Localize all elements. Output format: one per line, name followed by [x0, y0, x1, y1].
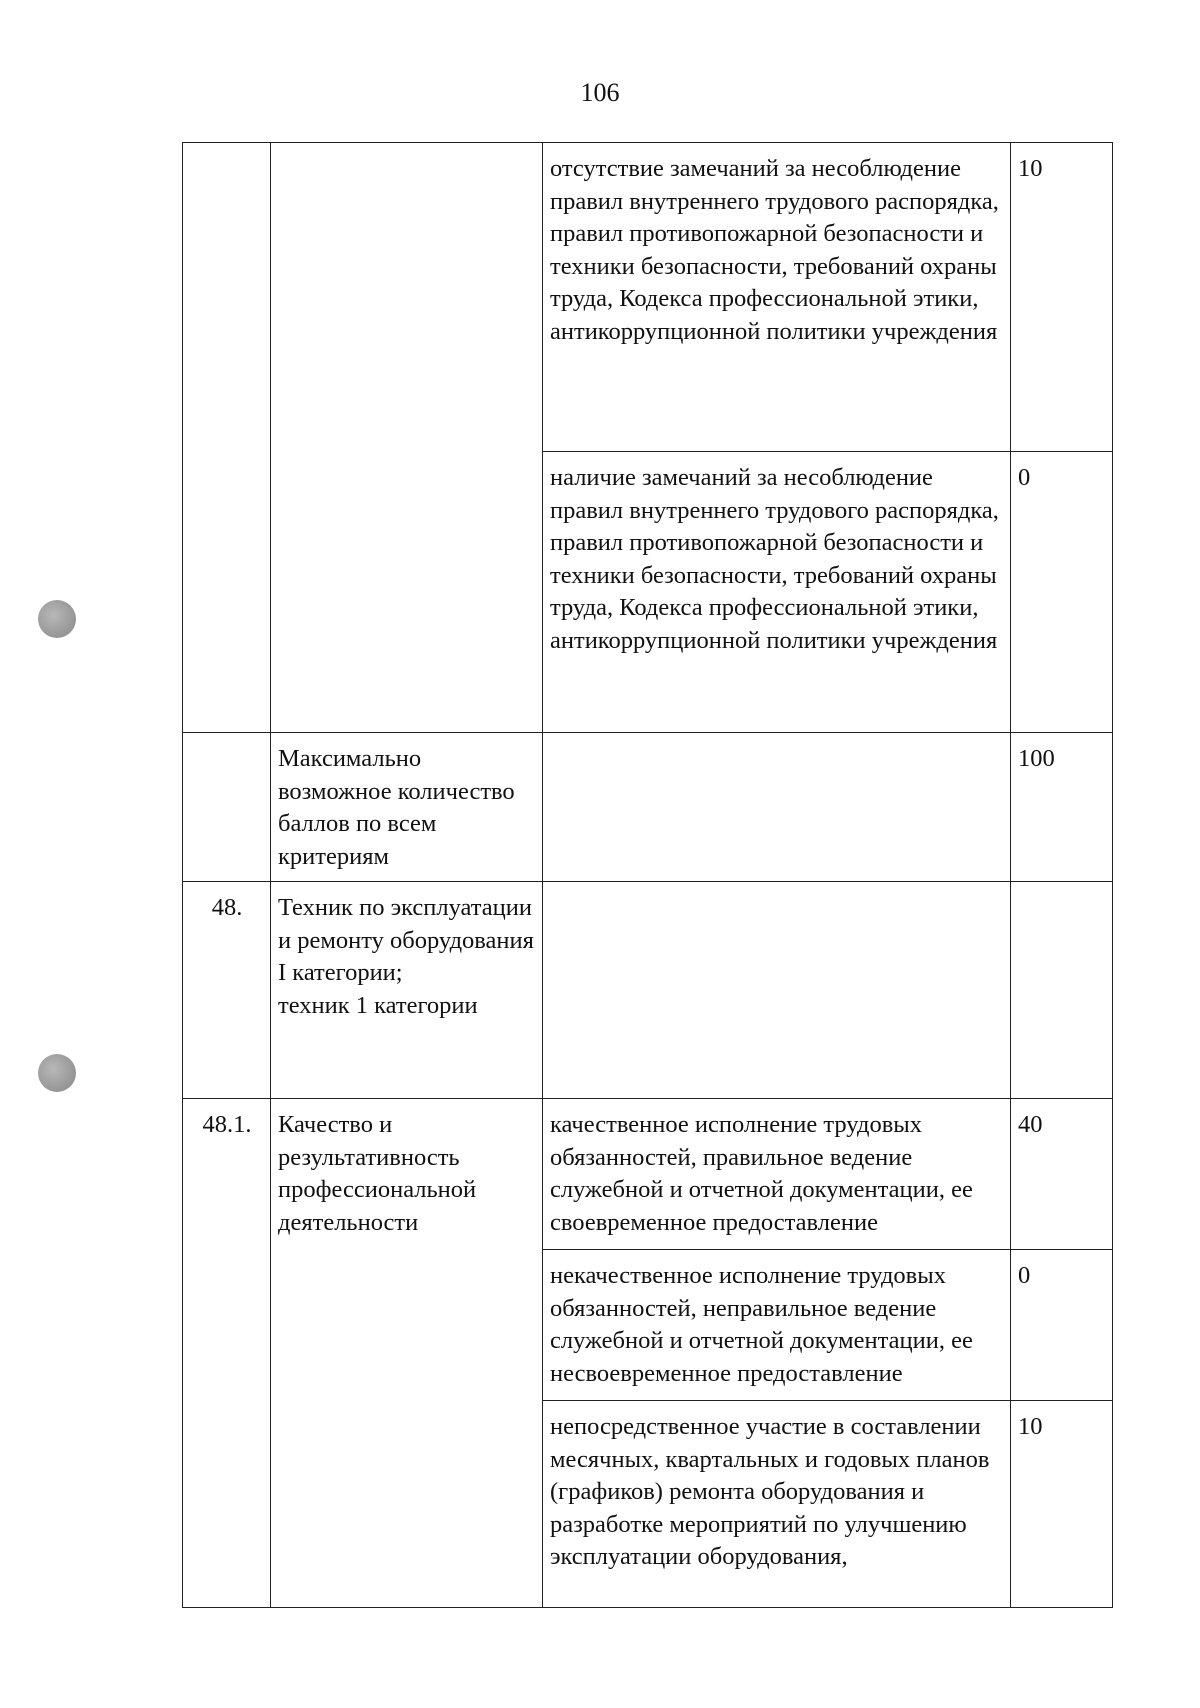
criterion-cell: непосредственное участие в составлении месячных, квартальных и годовых планов (графиков) ремонта оборудования и разработке мероприятий по улучшению эксплуатации оборудования, — [543, 1401, 1011, 1608]
score-cell: 0 — [1011, 1250, 1113, 1401]
indicator-name-cell: Качество и результативность профессиональной деятельности — [271, 1099, 543, 1608]
indicator-name-cell — [271, 143, 543, 733]
table-row — [183, 882, 1113, 1099]
row-number-cell: 48. — [183, 882, 271, 1099]
table-row — [183, 733, 1113, 882]
criterion-cell: некачественное исполнение трудовых обязанностей, неправильное ведение служебной и отчетной документации, ее несвоевременное предоставление — [543, 1250, 1011, 1401]
criterion-cell: наличие замечаний за несоблюдение правил внутреннего трудового распорядка, правил противопожарной безопасности и техники безопасности, требований охраны труда, Кодекса профессиональной этики, антикоррупционной политики учреждения — [543, 452, 1011, 733]
criteria-table — [182, 142, 1113, 1608]
punch-hole-icon — [38, 600, 76, 638]
score-cell: 0 — [1011, 452, 1113, 733]
table-row — [183, 1099, 1113, 1250]
criterion-cell: качественное исполнение трудовых обязанностей, правильное ведение служебной и отчетной документации, ее своевременное предоставление — [543, 1099, 1011, 1250]
indicator-name-cell: Максимально возможное количество баллов по всем критериям — [271, 733, 543, 882]
row-number-cell: 48.1. — [183, 1099, 271, 1608]
row-number-cell — [183, 143, 271, 733]
table-row — [183, 143, 1113, 452]
punch-hole-icon — [38, 1054, 76, 1092]
criterion-cell — [543, 733, 1011, 882]
criterion-cell: отсутствие замечаний за несоблюдение правил внутреннего трудового распорядка, правил противопожарной безопасности и техники безопасности, требований охраны труда, Кодекса профессиональной этики, антикоррупционной политики учреждения — [543, 143, 1011, 452]
page-number: 106 — [580, 78, 620, 107]
row-number-cell — [183, 733, 271, 882]
score-cell: 10 — [1011, 1401, 1113, 1608]
indicator-name-cell: Техник по эксплуатации и ремонту оборудования I категории; техник 1 категории — [271, 882, 543, 1099]
score-cell: 10 — [1011, 143, 1113, 452]
score-cell: 40 — [1011, 1099, 1113, 1250]
score-cell — [1011, 882, 1113, 1099]
criterion-cell — [543, 882, 1011, 1099]
score-cell: 100 — [1011, 733, 1113, 882]
